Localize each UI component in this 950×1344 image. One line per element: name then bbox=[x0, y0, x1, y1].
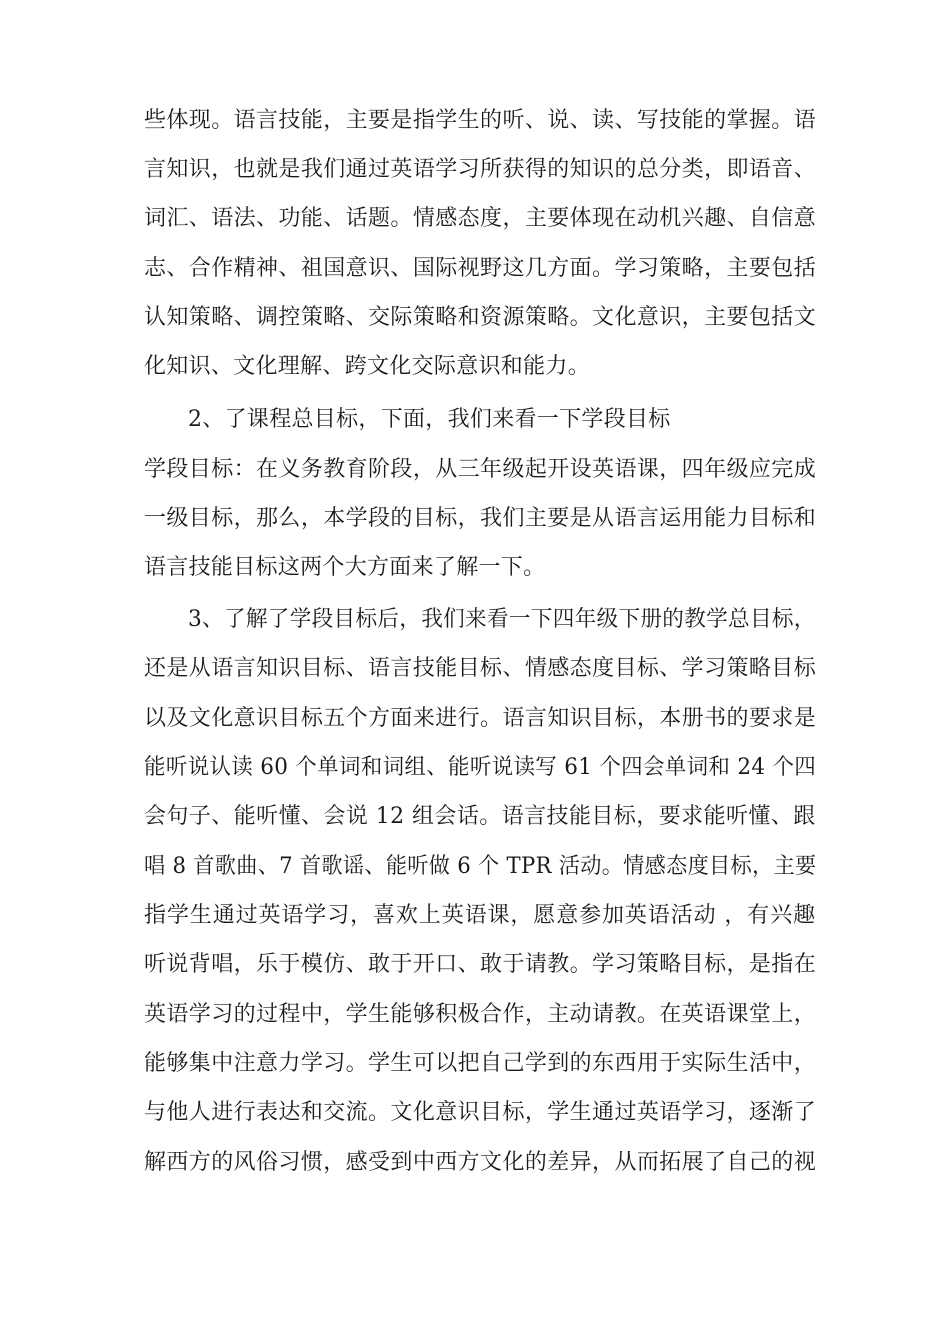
text-line: 还是从语言知识目标、语言技能目标、情感态度目标、学习策略目标 bbox=[144, 656, 817, 681]
text-line: 以及文化意识目标五个方面来进行。语言知识目标，本册书的要求是 bbox=[144, 706, 817, 731]
text-line: 唱 8 首歌曲、7 首歌谣、能听做 6 个 TPR 活动。情感态度目标，主要 bbox=[144, 854, 817, 879]
section-heading-2: 2、了课程总目标，下面，我们来看一下学段目标 bbox=[188, 407, 671, 432]
text-line: 化知识、文化理解、跨文化交际意识和能力。 bbox=[144, 354, 591, 379]
section-heading-3: 3、了解了学段目标后，我们来看一下四年级下册的教学总目标， bbox=[188, 607, 816, 632]
text-line: 会句子、能听懂、会说 12 组会话。语言技能目标，要求能听懂、跟 bbox=[144, 804, 816, 829]
text-line: 学段目标：在义务教育阶段，从三年级起开设英语课，四年级应完成 bbox=[144, 457, 817, 482]
text-line: 解西方的风俗习惯，感受到中西方文化的差异，从而拓展了自己的视 bbox=[144, 1150, 817, 1175]
text-line: 语言技能目标这两个大方面来了解一下。 bbox=[144, 555, 546, 580]
text-line: 认知策略、调控策略、交际策略和资源策略。文化意识，主要包括文 bbox=[144, 305, 817, 330]
text-line: 言知识，也就是我们通过英语学习所获得的知识的总分类，即语音、 bbox=[144, 157, 817, 182]
text-line: 词汇、语法、功能、话题。情感态度，主要体现在动机兴趣、自信意 bbox=[144, 206, 817, 231]
text-line: 能够集中注意力学习。学生可以把自己学到的东西用于实际生活中， bbox=[144, 1051, 817, 1076]
text-line: 指学生通过英语学习，喜欢上英语课，愿意参加英语活动 ，有兴趣 bbox=[144, 903, 816, 928]
text-line: 与他人进行表达和交流。文化意识目标，学生通过英语学习，逐渐了 bbox=[144, 1100, 817, 1125]
text-line: 些体现。语言技能，主要是指学生的听、说、读、写技能的掌握。语 bbox=[144, 108, 817, 133]
text-line: 能听说认读 60 个单词和词组、能听说读写 61 个四会单词和 24 个四 bbox=[144, 755, 817, 780]
text-line: 一级目标，那么，本学段的目标，我们主要是从语言运用能力目标和 bbox=[144, 506, 817, 531]
text-line: 听说背唱，乐于模仿、敢于开口、敢于请教。学习策略目标，是指在 bbox=[144, 952, 817, 977]
text-line: 英语学习的过程中，学生能够积极合作，主动请教。在英语课堂上， bbox=[144, 1002, 817, 1027]
text-line: 志、合作精神、祖国意识、国际视野这几方面。学习策略，主要包括 bbox=[144, 256, 817, 281]
